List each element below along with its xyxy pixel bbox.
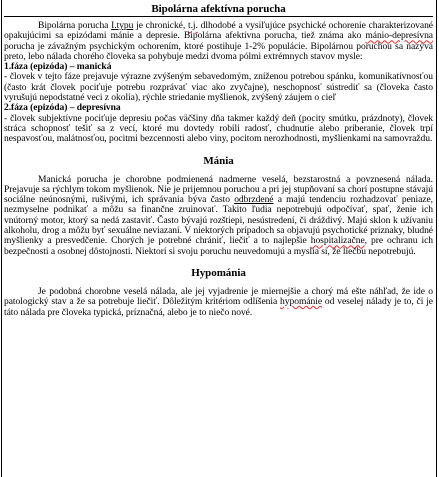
intro-paragraph bbox=[4, 21, 433, 62]
intro-text: porucha je závažným psychickým ochorením, ktoré postihuje 1-2% populácie. Bipolárnou poruchou sa nazýva preto, lebo nálada chorého človeka sa pohybuje medzi dvoma pólmi extrémnych stavov mysle: bbox=[4, 40, 433, 62]
mania-text: , pre ochranu ich bezpečnosti a osobnej dôstojnosti. Niektorí si svoju poruchu neuvedomujú a myslia si, že liečbu nepotrebujú. bbox=[4, 235, 433, 257]
intro-spellcheck-term: mánio-depresívna bbox=[365, 30, 433, 42]
mania-spellcheck-term: hospitalizačne bbox=[310, 235, 365, 247]
intro-text: Bipolárna porucha bbox=[38, 20, 112, 31]
mania-heading: Mánia bbox=[203, 154, 234, 167]
right-page-border bbox=[436, 0, 437, 477]
phase2-heading: 2.fáza (epizóda) – depresívna bbox=[4, 102, 121, 114]
hypomania-heading: Hypománia bbox=[191, 266, 246, 279]
hypomania-text: Je podobná chorobne veselá nálada, ale jej vyjadrenie je miernejšie a chorý má ešte náhľad, že ide o patologický stav a že sa potrebuje liečiť. Dôležitým kritériom odlíšenia bbox=[4, 285, 433, 308]
mania-paragraph bbox=[4, 175, 433, 257]
left-page-border bbox=[1, 0, 2, 477]
intro-spellcheck-term: t.j. bbox=[187, 20, 198, 31]
intro-text: dlhodobé a vysiľujúce psychické ochorenie charakterizované opakujúcimi sa epizódami mánie a depresie. Bipolárna afektívna porucha, tiež známa ako bbox=[4, 20, 433, 42]
hypomania-spellcheck-term: hypománie bbox=[280, 296, 323, 308]
mania-underlined-term: odbrzdené bbox=[234, 194, 274, 206]
mania-text: a majú tendenciu rozhadzovať peniaze, nezmyselne podnikať a môžu sa finančne zruinovať. Takito ľudia nepotrebujú odpočívať, spať, ženie ich vnútorný motor, ktorý sa nedá zastaviť. Často bývajú rozštiepi, nesústredení, či dráždivý. Majú sklon k užívaniu alkoholu, drog a môžu byť sexuálne neviazaní. V niektorých prípadoch sa objavujú psychotické príznaky, bludné myšlienky a presvedčenie. Chorých je potrebné chrániť, liečiť a to najlepšie bbox=[4, 194, 433, 247]
phase2-text: - človek subjektívne pociťuje depresiu počas väčšiny dňa takmer každý deň (pocity smútku, prázdnoty), človek stráca schopnosť tešiť sa z vecí, ktoré mu dovtedy robili radosť, chudnutie alebo priberanie, človek trpí nespavosťou, malátnosťou, pocitmi bezcennosti alebo viny, pocitom nerozhodnosti, myšlienkami na samovraždu. bbox=[4, 112, 433, 145]
phase1-heading: 1.fáza (epizóda) – manická bbox=[4, 61, 112, 73]
mania-text: Manická porucha je chorobne podmienená nadmerne veselá, bezstarostná a povznesená nálada. Prejavuje sa rýchlym tokom myšlienok. Nie je prijemnou poruchou a pri jej stupňovaní sa chorí postupne stávajú sociálne neúnosnými, rušivými, ich správania býva často bbox=[4, 173, 433, 206]
phase1-text: - človek v tejto fáze prejavuje výrazne zvýšeným sebavedomým, zníženou potrebou spánku, komunikatívnosťou (často krát človek pociťuje potrebu rozprávať viac ako zvyčajne), neschopnosť sústrediť sa (človeka často vyrušujú nepodstatné veci z okolia), rýchle striedanie myšlienok, zvýšený záujem o cieľ bbox=[4, 71, 433, 104]
hypomania-paragraph bbox=[4, 287, 433, 318]
document-body bbox=[4, 0, 433, 318]
document-title: Bipolárna afektívna porucha bbox=[4, 3, 433, 17]
hypomania-text: od veselej nálady je to, či je táto nálada pre človeka typická, príznačná, alebo je to niečo nové. bbox=[4, 296, 433, 318]
intro-underlined-term: I.typu bbox=[111, 20, 134, 31]
intro-text: je chronické, bbox=[133, 20, 188, 31]
